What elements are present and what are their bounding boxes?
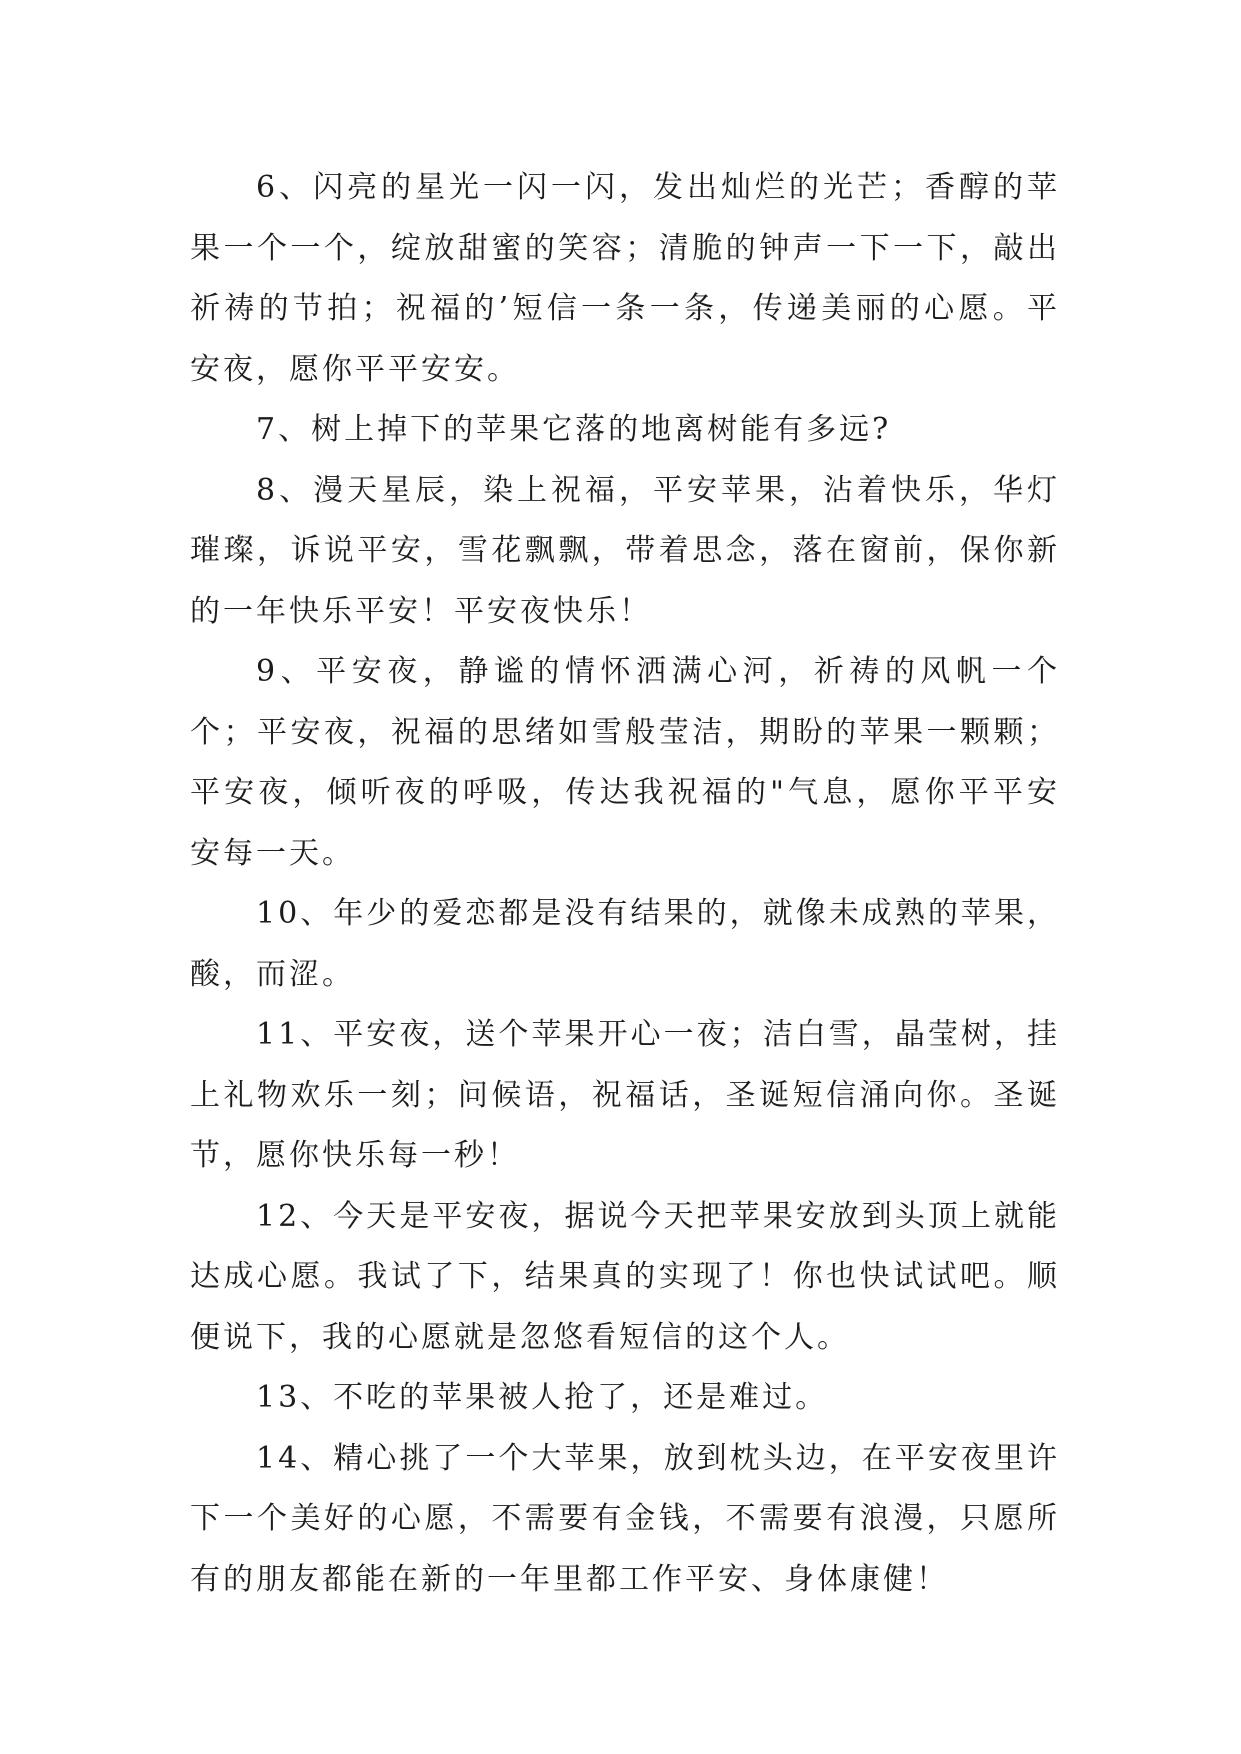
paragraph-11: 11、平安夜，送个苹果开心一夜；洁白雪，晶莹树，挂上礼物欢乐一刻；问候语，祝福话，圣诞短信涌向你。圣诞节，愿你快乐每一秒！ — [190, 1017, 1060, 1173]
paragraph-7: 7、树上掉下的苹果它落的地离树能有多远? — [256, 412, 892, 447]
paragraph-8: 8、漫天星辰，染上祝福，平安苹果，沾着快乐，华灯璀璨，诉说平安，雪花飘飘，带着思念，落在窗前，保你新的一年快乐平安！平安夜快乐！ — [190, 472, 1060, 629]
paragraph-14: 14、精心挑了一个大苹果，放到枕头边，在平安夜里许下一个美好的心愿，不需要有金钱，不需要有浪漫，只愿所有的朋友都能在新的一年里都工作平安、身体康健！ — [190, 1440, 1060, 1597]
paragraph-9: 9、平安夜，静谧的情怀洒满心河，祈祷的风帆一个个；平安夜，祝福的思绪如雪般莹洁，期盼的苹果一颗颗；平安夜，倾听夜的呼吸，传达我祝福的"气息，愿你平平安安每一天。 — [190, 654, 1060, 871]
paragraph-12: 12、今天是平安夜，据说今天把苹果安放到头顶上就能达成心愿。我试了下，结果真的实现了！你也快试试吧。顺便说下，我的心愿就是忽悠看短信的这个人。 — [190, 1198, 1060, 1355]
paragraph-6: 6、闪亮的星光一闪一闪，发出灿烂的光芒；香醇的苹果一个一个，绽放甜蜜的笑容；清脆的钟声一下一下，敲出祈祷的节拍；祝福的’短信一条一条，传递美丽的心愿。平安夜，愿你平平安安。 — [190, 170, 1060, 387]
paragraph-13: 13、不吃的苹果被人抢了，还是难过。 — [256, 1380, 829, 1415]
paragraph-10: 10、年少的爱恋都是没有结果的，就像未成熟的苹果，酸，而涩。 — [190, 896, 1060, 992]
document-body — [190, 158, 1060, 1610]
